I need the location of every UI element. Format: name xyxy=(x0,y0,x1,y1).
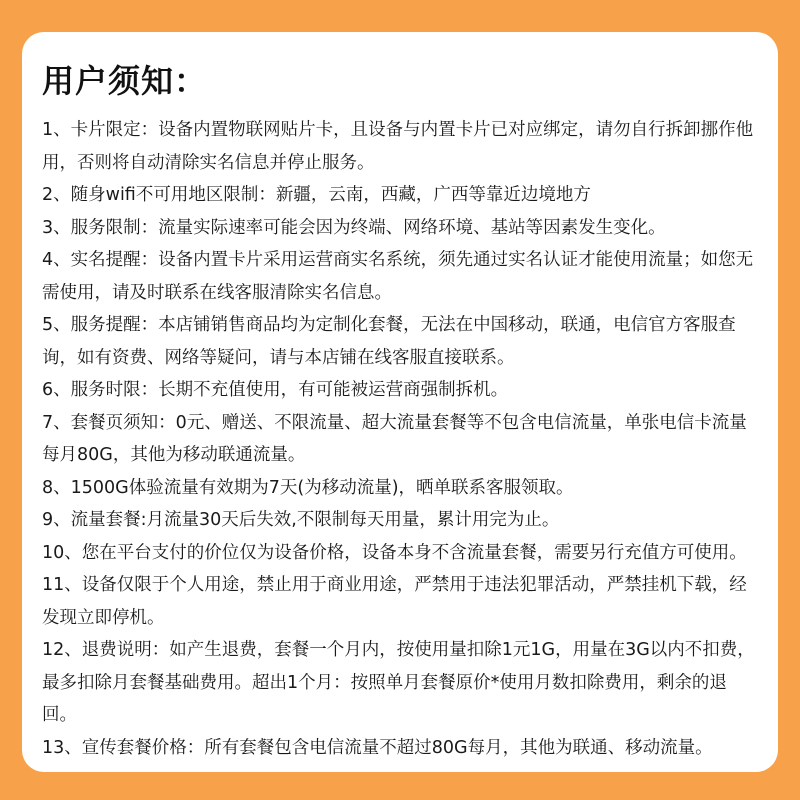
notice-item-11: 11、设备仅限于个人用途，禁止用于商业用途，严禁用于违法犯罪活动，严禁挂机下载，经发现立即停机。 xyxy=(42,575,747,628)
notice-item-10: 10、您在平台支付的价位仅为设备价格，设备本身不含流量套餐，需要另行充值方可使用。 xyxy=(42,542,747,563)
notice-item-9: 9、流量套餐:月流量30天后失效,不限制每天用量，累计用完为止。 xyxy=(42,510,560,530)
notice-item-5: 5、服务提醒：本店铺销售商品均为定制化套餐，无法在中国移动，联通，电信官方客服查询，如有资费、网络等疑问，请与本店铺在线客服直接联系。 xyxy=(42,315,736,368)
notice-item-12: 12、退费说明：如产生退费，套餐一个月内，按使用量扣除1元1G，用量在3G以内不扣费，最多扣除月套餐基础费用。超出1个月：按照单月套餐原价*使用月数扣除费用，剩余的退回。 xyxy=(42,640,755,725)
notice-item-8: 8、1500G体验流量有效期为7天(为移动流量)，晒单联系客服领取。 xyxy=(42,477,574,498)
notice-item-13: 13、宣传套餐价格：所有套餐包含电信流量不超过80G每月，其他为联通、移动流量。 xyxy=(42,737,713,758)
notice-title: 用户须知： xyxy=(42,62,208,100)
notice-item-6: 6、服务时限：长期不充值使用，有可能被运营商强制拆机。 xyxy=(42,380,509,400)
notice-card xyxy=(22,32,778,772)
notice-item-3: 3、服务限制：流量实际速率可能会因为终端、网络环境、基站等因素发生变化。 xyxy=(42,217,666,238)
notice-item-7: 7、套餐页须知：0元、赠送、不限流量、超大流量套餐等不包含电信流量，单张电信卡流量每月80G，其他为移动联通流量。 xyxy=(42,412,747,465)
notice-item-1: 1、卡片限定：设备内置物联网贴片卡，且设备与内置卡片已对应绑定，请勿自行拆卸挪作他用，否则将自动清除实名信息并停止服务。 xyxy=(42,120,754,173)
notice-item-2: 2、随身wifi不可用地区限制：新疆，云南，西藏，广西等靠近边境地方 xyxy=(42,185,591,205)
notice-item-4: 4、实名提醒：设备内置卡片采用运营商实名系统，须先通过实名认证才能使用流量；如您无需使用，请及时联系在线客服清除实名信息。 xyxy=(42,250,754,303)
